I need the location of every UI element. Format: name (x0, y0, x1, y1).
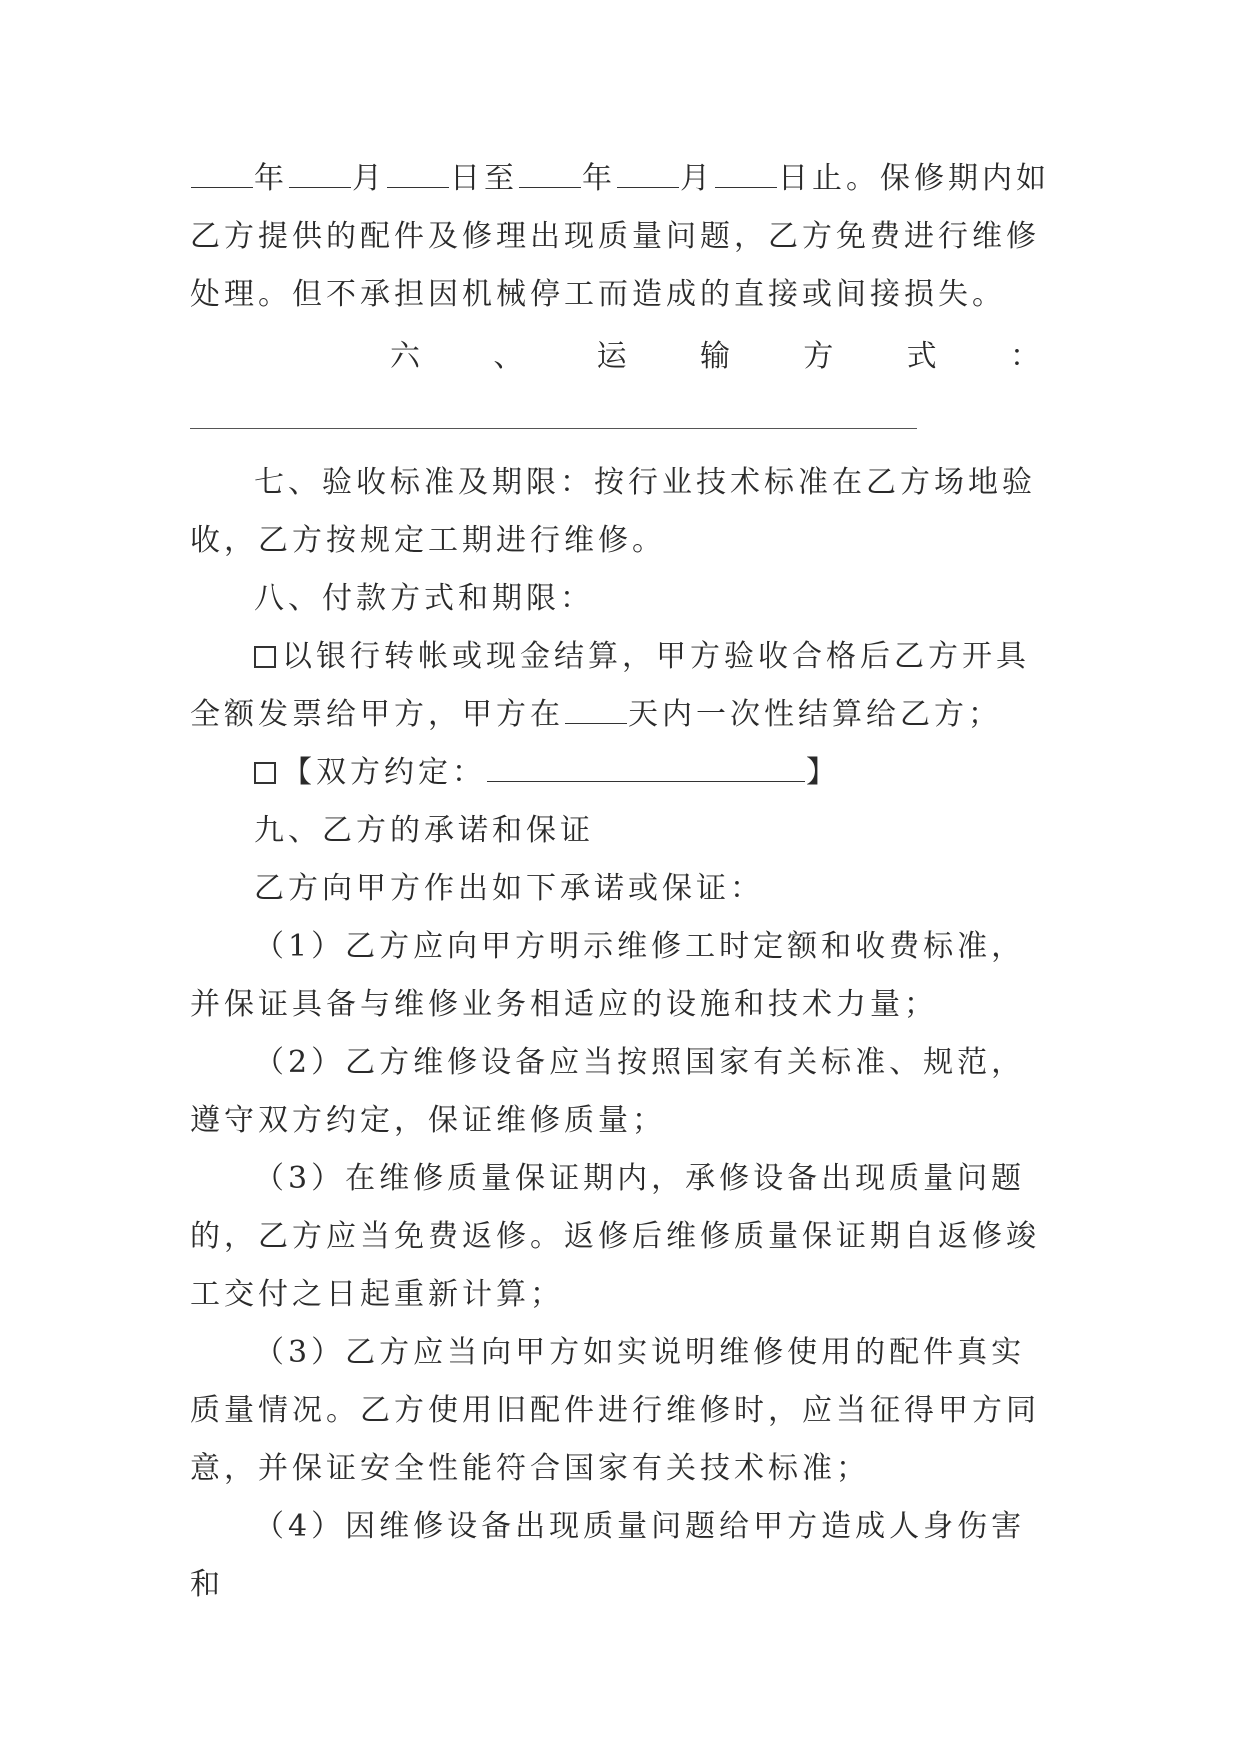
day-blank-2[interactable] (715, 187, 777, 188)
warranty-period-paragraph (190, 150, 1050, 324)
section-6-char: 式 (906, 339, 937, 374)
year-blank-1[interactable] (191, 187, 253, 188)
payment-option-1 (190, 628, 1050, 744)
year-label-2: 年 (582, 161, 616, 196)
promise-item: （3）乙方应当向甲方如实说明维修使用的配件真实质量情况。乙方使用旧配件进行维修时，应当征得甲方同意，并保证安全性能符合国家有关技术标准； (190, 1335, 1040, 1486)
promise-item: （3）在维修质量保证期内，承修设备出现质量问题的，乙方应当免费返修。返修后维修质量保证期自返修竣工交付之日起重新计算； (190, 1161, 1040, 1312)
section-9-heading: 九、乙方的承诺和保证 (254, 813, 594, 848)
agreement-blank[interactable] (487, 781, 805, 782)
promise-item: （2）乙方维修设备应当按照国家有关标准、规范，遵守双方约定，保证维修质量； (190, 1045, 1026, 1138)
warranty-terms-text: 日止。保修期内如乙方提供的配件及修理出现质量问题，乙方免费进行维修处理。但不承担因机械停工而造成的直接或间接损失。 (190, 161, 1050, 312)
day-blank-1[interactable] (387, 187, 449, 188)
section-6-char: 运 (596, 339, 627, 374)
payment-option-2-text: 【双方约定： (282, 755, 486, 790)
section-6-char: ： (1009, 339, 1040, 374)
promise-item: （1）乙方应向甲方明示维修工时定额和收费标准，并保证具备与维修业务相适应的设施和技术力量； (190, 929, 1026, 1022)
month-blank-2[interactable] (617, 187, 679, 188)
payment-option-1-tail: 天内一次性结算给乙方； (628, 697, 1002, 732)
payment-option-2 (190, 744, 1050, 802)
section-7-paragraph: 七、验收标准及期限：按行业技术标准在乙方场地验收，乙方按规定工期进行维修。 (190, 465, 1036, 558)
warranty-period-text (190, 150, 1050, 324)
payment-days-blank[interactable] (565, 723, 627, 724)
day-to-label: 日至 (450, 161, 518, 196)
section-9-intro: 乙方向甲方作出如下承诺或保证： (254, 871, 764, 906)
month-label-2: 月 (680, 161, 714, 196)
payment-option-2-tail: 】 (806, 755, 840, 790)
month-label-1: 月 (352, 161, 386, 196)
promise-item: （4）因维修设备出现质量问题给甲方造成人身伤害和 (190, 1509, 1026, 1602)
payment-option-2-checkbox[interactable] (254, 762, 276, 784)
section-6-heading (190, 337, 1050, 377)
section-6-char: 六 (390, 339, 420, 374)
section-6-char: 输 (699, 339, 730, 374)
section-6-char: 、 (493, 339, 524, 374)
month-blank-1[interactable] (289, 187, 351, 188)
sections-7-9 (190, 454, 1050, 1614)
year-blank-2[interactable] (519, 187, 581, 188)
transport-method-blank[interactable] (190, 428, 917, 429)
year-label-1: 年 (254, 161, 288, 196)
payment-option-1-checkbox[interactable] (254, 646, 276, 668)
payment-option-1-text: 以银行转帐或现金结算，甲方验收合格后乙方开具全额发票给甲方，甲方在 (190, 639, 1030, 732)
section-8-heading: 八、付款方式和期限： (254, 581, 594, 616)
section-6-char: 方 (803, 339, 834, 374)
